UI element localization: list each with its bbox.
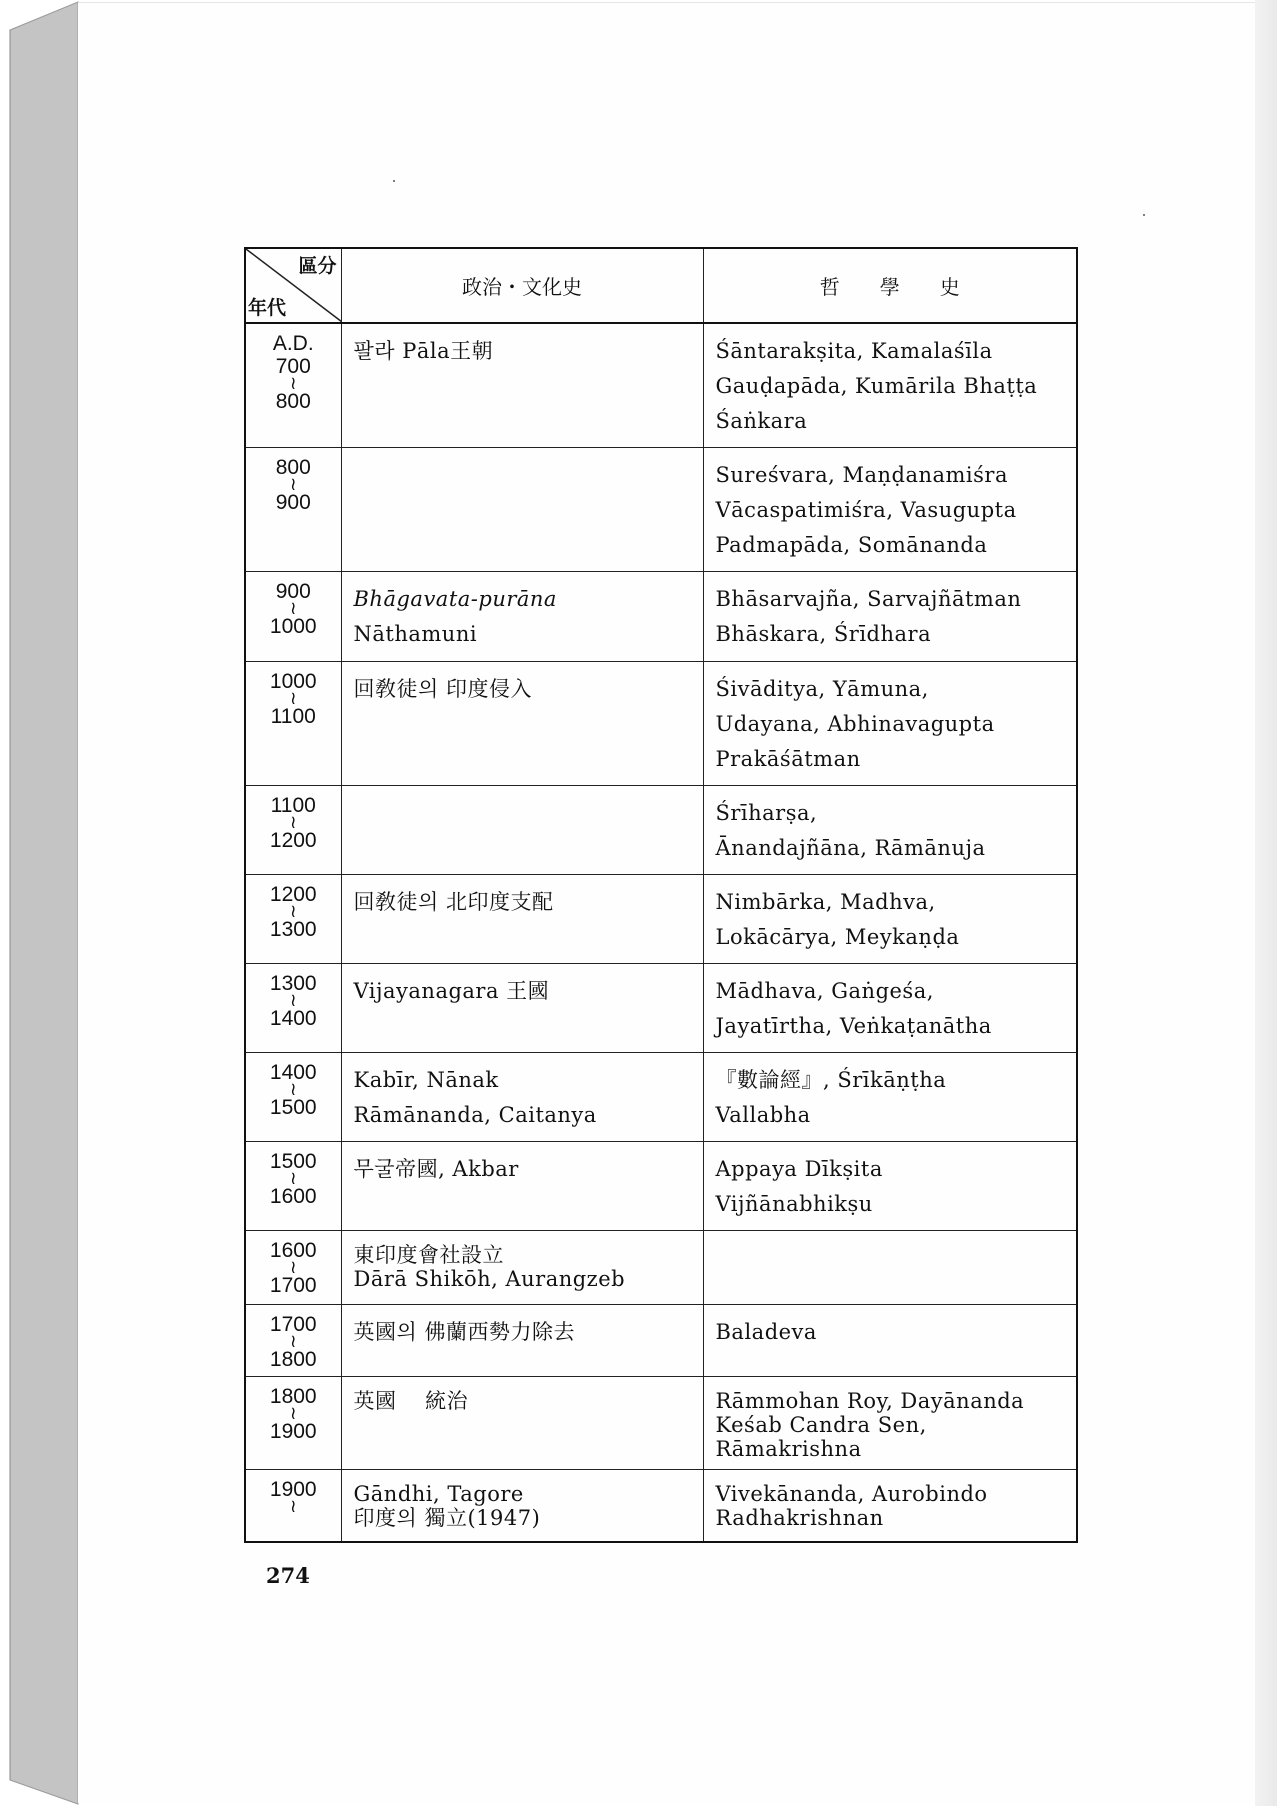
politics-line: 英國의 佛蘭西勢力除去 (353, 1320, 575, 1344)
philosophy-cell (703, 1470, 1077, 1542)
table-row (245, 662, 1077, 786)
politics-line: Vijayanagara 王國 (353, 979, 550, 1003)
philosophy-line: Udayana, Abhinavagupta (715, 712, 995, 736)
philosophy-line: Śrīharṣa, (715, 801, 818, 825)
table-row (245, 964, 1077, 1053)
era-cell (245, 1142, 341, 1231)
politics-cell (341, 572, 703, 662)
table-row (245, 1142, 1077, 1231)
range-mark: ≀ (289, 474, 297, 494)
philosophy-line: Padmapāda, Somānanda (715, 533, 988, 557)
era-value: 700 (275, 355, 311, 378)
table-row (245, 572, 1077, 662)
era-cell (245, 1470, 341, 1542)
philosophy-line: Vallabha (715, 1103, 811, 1127)
politics-line: Rāmānanda, Caitanya (353, 1103, 597, 1127)
era-cell (245, 448, 341, 572)
philosophy-line: Radhakrishnan (715, 1506, 884, 1530)
era-value: 1300 (269, 918, 317, 941)
philosophy-line: Bhāsarvajña, Sarvajñātman (715, 587, 1022, 611)
era-value: 1000 (269, 615, 317, 638)
range-mark: ≀ (289, 901, 297, 921)
table-row (245, 323, 1077, 448)
politics-line: 印度의 獨立(1947) (353, 1506, 541, 1530)
era-cell (245, 323, 341, 448)
politics-line: Bhāgavata-purāna (353, 587, 557, 611)
politics-cell (341, 448, 703, 572)
politics-line: 팔라 Pāla王朝 (353, 339, 494, 363)
table-row (245, 1305, 1077, 1377)
era-value: A.D. (272, 332, 314, 355)
era-cell (245, 662, 341, 786)
philosophy-line: Keśab Candra Sen, (715, 1413, 927, 1437)
table-row (245, 448, 1077, 572)
philosophy-line: Śivāditya, Yāmuna, (715, 677, 929, 701)
era-value: 1500 (269, 1096, 317, 1119)
range-mark: ≀ (289, 812, 297, 832)
era-value: 800 (275, 390, 311, 413)
philosophy-cell (703, 1142, 1077, 1231)
range-mark: ≀ (289, 373, 297, 393)
politics-cell (341, 1053, 703, 1142)
era-value: 1800 (269, 1348, 317, 1371)
range-mark: ≀ (289, 1079, 297, 1099)
philosophy-line: Appaya Dīkṣita (715, 1157, 883, 1181)
header-category-label: 區分 (298, 255, 337, 277)
header-diagonal-cell (245, 248, 341, 323)
era-value: 1600 (269, 1185, 317, 1208)
politics-line: Kabīr, Nānak (353, 1068, 499, 1092)
philosophy-cell (703, 572, 1077, 662)
politics-line: 무굴帝國, Akbar (353, 1157, 519, 1181)
era-value: 1500 (269, 1150, 317, 1173)
philosophy-line: Śaṅkara (715, 409, 808, 433)
table-header-row (245, 248, 1077, 323)
era-value: 1200 (269, 883, 317, 906)
philosophy-line: Rāmakrishna (715, 1437, 862, 1461)
header-politics: 政治・文化史 (341, 248, 703, 323)
era-value: 1300 (269, 972, 317, 995)
philosophy-cell (703, 1231, 1077, 1305)
era-value: 800 (275, 456, 311, 479)
philosophy-cell (703, 1305, 1077, 1377)
era-value: 1900 (269, 1478, 317, 1501)
politics-cell (341, 786, 703, 875)
philosophy-line: Vijñānabhikṣu (715, 1192, 873, 1216)
politics-line: 回敎徒의 印度侵入 (353, 677, 532, 701)
politics-cell (341, 1305, 703, 1377)
paper-speck (1143, 214, 1145, 216)
page-edge (1255, 0, 1277, 1806)
era-value: 1900 (269, 1420, 317, 1443)
chronology-table (244, 247, 1078, 1543)
table-body (245, 323, 1077, 1542)
table-row (245, 875, 1077, 964)
era-cell (245, 964, 341, 1053)
era-value: 900 (275, 491, 311, 514)
politics-cell (341, 1377, 703, 1470)
table-row (245, 1231, 1077, 1305)
era-value: 1200 (269, 829, 317, 852)
politics-cell (341, 323, 703, 448)
era-value: 900 (275, 580, 311, 603)
politics-cell (341, 964, 703, 1053)
page-number: 274 (266, 1563, 310, 1588)
era-value: 1400 (269, 1061, 317, 1084)
politics-cell (341, 1231, 703, 1305)
range-mark: ≀ (289, 688, 297, 708)
philosophy-line: Vācaspatimiśra, Vasugupta (715, 498, 1017, 522)
era-value: 1400 (269, 1007, 317, 1030)
era-cell (245, 1377, 341, 1470)
politics-line: Dārā Shikōh, Aurangzeb (353, 1267, 626, 1291)
philosophy-cell (703, 662, 1077, 786)
era-cell (245, 572, 341, 662)
era-value: 1700 (269, 1313, 317, 1336)
politics-line: 回敎徒의 北印度支配 (353, 890, 554, 914)
range-mark: ≀ (289, 1168, 297, 1188)
philosophy-line: Sureśvara, Maṇḍanamiśra (715, 463, 1008, 487)
era-value: 1800 (269, 1385, 317, 1408)
philosophy-line: Ānandajñāna, Rāmānuja (715, 836, 986, 860)
era-cell (245, 1053, 341, 1142)
philosophy-cell (703, 323, 1077, 448)
table-row (245, 1053, 1077, 1142)
era-value: 1100 (270, 794, 316, 817)
politics-cell (341, 1142, 703, 1231)
range-mark: ≀ (289, 1403, 297, 1423)
era-value: 1600 (269, 1239, 317, 1262)
philosophy-line: Baladeva (715, 1320, 817, 1344)
philosophy-line: Gauḍapāda, Kumārila Bhaṭṭa (715, 374, 1038, 398)
era-value: 1000 (269, 670, 317, 693)
era-value: 1700 (269, 1274, 317, 1297)
range-mark: ≀ (289, 598, 297, 618)
era-value: 1100 (270, 705, 316, 728)
range-mark: ≀ (289, 990, 297, 1010)
philosophy-cell (703, 786, 1077, 875)
header-era-label: 年代 (248, 297, 287, 319)
philosophy-line: Jayatīrtha, Veṅkaṭanātha (715, 1014, 992, 1038)
table-row (245, 786, 1077, 875)
range-mark: ≀ (289, 1496, 297, 1516)
table-row (245, 1377, 1077, 1470)
philosophy-line: Nimbārka, Madhva, (715, 890, 936, 914)
table-row (245, 1470, 1077, 1542)
politics-cell (341, 875, 703, 964)
politics-cell (341, 1470, 703, 1542)
paper-speck (393, 180, 395, 182)
era-cell (245, 875, 341, 964)
philosophy-line: Vivekānanda, Aurobindo (715, 1482, 988, 1506)
philosophy-line: Śāntarakṣita, Kamalaśīla (715, 339, 993, 363)
era-cell (245, 1305, 341, 1377)
era-cell (245, 1231, 341, 1305)
book-spine (0, 0, 80, 1806)
philosophy-line: Bhāskara, Śrīdhara (715, 622, 932, 646)
politics-line: 英國 統治 (353, 1389, 469, 1413)
philosophy-line: Lokācārya, Meykaṇḍa (715, 925, 960, 949)
philosophy-cell (703, 1377, 1077, 1470)
era-cell (245, 786, 341, 875)
philosophy-line: Prakāśātman (715, 747, 861, 771)
range-mark: ≀ (289, 1257, 297, 1277)
philosophy-cell (703, 964, 1077, 1053)
politics-line: Gāndhi, Tagore (353, 1482, 524, 1506)
philosophy-line: Mādhava, Gaṅgeśa, (715, 979, 934, 1003)
philosophy-cell (703, 875, 1077, 964)
philosophy-line: 『數論經』, Śrīkāṇṭha (715, 1068, 947, 1092)
philosophy-cell (703, 1053, 1077, 1142)
philosophy-cell (703, 448, 1077, 572)
politics-cell (341, 662, 703, 786)
header-philosophy: 哲 學 史 (703, 248, 1077, 323)
politics-line: Nāthamuni (353, 622, 478, 646)
politics-line: 東印度會社設立 (353, 1243, 504, 1267)
range-mark: ≀ (289, 1331, 297, 1351)
philosophy-line: Rāmmohan Roy, Dayānanda (715, 1389, 1025, 1413)
